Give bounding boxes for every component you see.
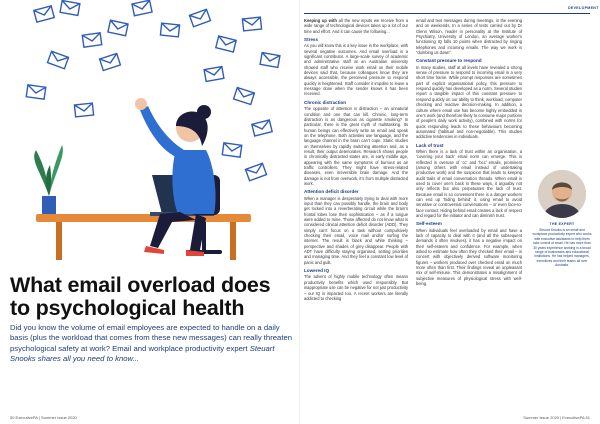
envelope-icon: [132, 0, 152, 15]
paragraph-text: When a manager is desperately trying to deal with more input than they can possibly handle, the brain and body get locked into a reverberating circuit while the brain’s frontal lobes lose their sophistication – as if a tongue were added to mine. Those affected do not know what is considered clinical attention deficit disorder (ADD). They simply can’t focus on a task without compulsively checking their email, voice mail and/or surfing the internet. The result is black and white thinking – perspective and shades of grey disappear. People with ADT have difficulty staying organised, setting priorities and managing time. And they feel a constant low level of panic and guilt.: [304, 195, 408, 265]
envelope-icon: [160, 23, 179, 37]
paragraph-text: When individuals feel overloaded by email and have a lack of capacity to deal with it (and all the subsequent demands it often involves), it has a negative impact on their self-esteem and confidence. For example, when asked to estimate how often they checked their email – in concert with objectively derived software monitoring figures – workers produced over checked email on much more often than first. Their findings reveal an unpleasant mix of self-misuse. This demonstrates a misalignment of subjective measures of physiological stress with well-being.: [416, 227, 522, 287]
left-folio: 50 ExecutivePA | Summer Issue 2020: [10, 415, 77, 420]
expert-bio: Steuart Snooks is an email and workplace productivity expert who works with executive assistants to help them take control of email. He has more than 30 years experience working in a broad range of businesses and educational institutions. He has helped managers, executives and their teams all over Australia.: [532, 228, 592, 268]
woman-at-laptop-email-envelopes-icon: [0, 0, 300, 262]
envelope-icon: [216, 36, 236, 52]
author-line: Steuart Snooks shares all you need to know...: [10, 343, 275, 363]
plant-icon: [34, 145, 63, 214]
paragraph: [304, 274, 408, 301]
paragraph: [304, 43, 408, 96]
paragraph-text: The advent of highly mobile technology often means productivity benefits which used responsibly. But inappropriate use can be negative for not just productivity – our IQ is impacted too. A recent workers are literally addicted to checking: [304, 274, 408, 301]
right-folio: Summer Issue 2020 | ExecutivePA 51: [523, 415, 590, 420]
envelope-icon: [26, 85, 45, 99]
envelope-icon: [189, 9, 210, 26]
subheading: Attention deficit disorder: [304, 189, 359, 195]
paragraph-text: As you will know this is a key issue in the workplace, with several negative outcomes. And email overload is a significant contributor. A large-scale survey of academic and administrative staff at an Australian university showed staff who receive work email on their mobile devices said that, because colleagues know they are always accessible, the perceived pressure to respond quickly is heightened. Staff consider it impolite to leave a message done when the sender knows it has been received.: [304, 43, 408, 97]
paragraph: [304, 18, 408, 34]
section-rule: [304, 13, 590, 14]
subheading: Lack of trust: [416, 142, 444, 148]
expert-photo-icon: [538, 170, 586, 218]
standfirst: [10, 323, 294, 364]
paragraph-text: In many studies, staff at all levels have revealed a strong sense of pressure to respond to incoming email in a very short time frame. While prompt responses are sometimes part of explicit organisational policy, this pressure to respond quickly has developed as a norm. Several studies report a tangible impact of this constant pressure to respond quickly on our ability to think, workload, computer checking and reactive decision-making. In addition, a culture where email use has become highly embedded in one’s work (and therefore likely to consume major portions of people’s daily work activity), combined with norms for quick responding leads to these behaviours becoming automated (habitual and non-negotiable). This studies addictive tendencies in individuals.: [416, 64, 522, 140]
envelope-icon: [242, 17, 261, 31]
lead-in: Keeping up with: [304, 18, 337, 23]
paragraph: [416, 228, 522, 287]
envelope-icon: [108, 20, 128, 35]
subheading: Constant pressure to respond: [416, 58, 482, 64]
paragraph: [416, 65, 522, 140]
subheading: Self-esteem: [416, 221, 442, 227]
envelope-icon: [34, 6, 54, 22]
paragraph: [304, 196, 408, 265]
envelope-icon: [252, 120, 272, 136]
envelope-icon: [82, 33, 101, 47]
body-column-1: [304, 18, 408, 304]
envelope-icon: [74, 103, 93, 117]
paragraph: [304, 106, 408, 186]
paragraph-text: all the new inputs we receive from a wide range of technological devices takes up a lot of our time and effort. And it can cause the following...: [304, 18, 408, 34]
subheading: Chronic distraction: [304, 99, 347, 105]
envelope-icon: [47, 51, 68, 68]
subheading: Stress: [304, 37, 319, 43]
paragraph-text: When there is a lack of trust within an organisation, a ‘covering your back’ email norm can emerge. This is reflected in overuse of ‘cc’ and ‘bcc’ emails, prominent (among others with email instead of undertaking productive work) and the suspicion that leads to keeping audit trails of email conversation threads. When email is used to cover one’s back in these ways, it arguably not only reflects but also perpetuates the lack of trust. Because email is so convenient there is a danger workers can end up ‘hiding behind’ it, using email to avoid sensitive or controversial conversations – or even face-to-face contact. Hiding behind email creates a lack of respect and regard for the initiator and can diminish trust.: [416, 148, 522, 219]
envelope-icon: [234, 88, 255, 105]
envelope-icon: [260, 53, 280, 68]
envelope-icon: [222, 143, 241, 157]
paragraph: [416, 149, 522, 218]
standfirst-text: Did you know the volume of email employees are expected to handle on a daily basis (plus the workload that comes from these new messages) can really threaten psychological safety at work? Email and workplace productivity expert: [10, 323, 293, 353]
envelope-icon: [245, 163, 266, 180]
paragraph: [416, 18, 522, 55]
subheading: Lowered IQ: [304, 268, 330, 274]
expert-label: THE EXPERT: [549, 222, 575, 226]
paragraph-text: The opposite of attention is distraction – an unnatural condition and one that can kill. Chronic, long-term distraction is as dangerous as cigarette smoking? In particular, there is the great myth of multitasking. Its human beings can effectively write an email and speak on the telephone. Both activities use language, and the language channel in the brain can’t cope. Static studies on themselves by rapidly switching attention and, as a result, their output deteriorates. Research shows people in chronically distracted states are, in early middle age, appearing with the same symptoms of burnout as air traffic controllers. They might have stress-related diseases, even irreversible brain damage. And the damage is not from overwork, it’s from multiple distracted work.: [304, 106, 408, 186]
right-page: [300, 0, 600, 424]
envelope-icon: [60, 1, 80, 16]
section-tag: DEVELOPMENT: [568, 6, 599, 10]
headline: What email overload does to psychological health: [10, 273, 271, 320]
paragraph-text: email and text messages during meetings, in the evening and on weekends. In a series of tests carried out by Dr Glenn Wilson, reader in personality at the Institute of Psychiatry, University of London, an average worker’s functioning IQ falls 10 points when distracted by ringing telephones and incoming emails. The way we work is “dumbing us down”.: [416, 18, 522, 56]
envelope-icon: [100, 54, 121, 71]
expert-sidebar: [532, 170, 592, 268]
envelope-icon: [204, 67, 224, 82]
body-column-2: [416, 18, 522, 290]
